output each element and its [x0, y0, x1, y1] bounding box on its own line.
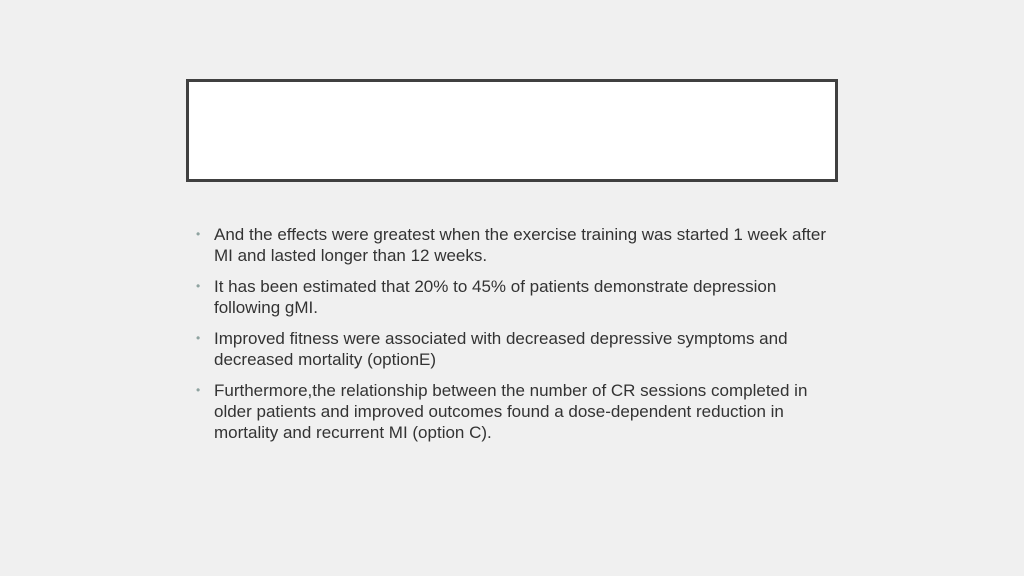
bullet-item	[196, 380, 836, 443]
bullet-item	[196, 276, 836, 318]
bullet-dot-icon: •	[196, 383, 201, 397]
bullet-dot-icon: •	[196, 227, 201, 241]
bullet-text: And the effects were greatest when the exercise training was started 1 week after MI and lasted longer than 12 weeks.	[214, 225, 827, 265]
title-placeholder-box	[186, 79, 838, 182]
bullet-text: Furthermore,the relationship between the number of CR sessions completed in older patients and improved outcomes found a dose-dependent reduction in mortality and recurrent MI (option C).	[214, 381, 808, 442]
bullet-item	[196, 224, 836, 266]
bullet-text: It has been estimated that 20% to 45% of patients demonstrate depression following gMI.	[214, 277, 777, 317]
bullet-list	[196, 224, 836, 453]
bullet-item	[196, 328, 836, 370]
bullet-dot-icon: •	[196, 331, 201, 345]
bullet-text: Improved fitness were associated with decreased depressive symptoms and decreased mortality (optionE)	[214, 329, 788, 369]
bullet-dot-icon: •	[196, 279, 201, 293]
